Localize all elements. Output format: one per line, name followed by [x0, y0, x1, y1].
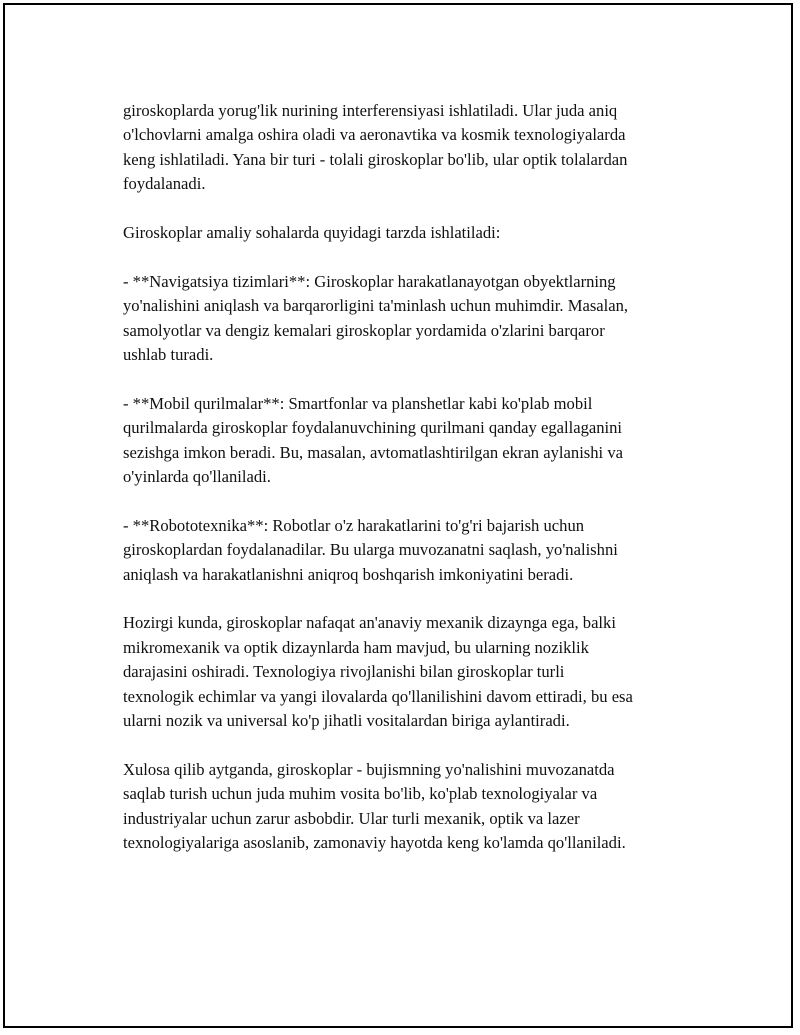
- paragraph-conclusion: [123, 758, 703, 856]
- text-line: mikromexanik va optik dizaynlarda ham mavjud, bu ularning noziklik: [123, 637, 589, 657]
- text-line: qurilmalarda giroskoplar foydalanuvchining qurilmani qanday egallaganini: [123, 418, 623, 438]
- text-line: o'lchovlarni amalga oshira oladi va aeronavtika va kosmik texnologiyalarda: [123, 125, 626, 145]
- page-frame: [3, 3, 793, 1028]
- text-line: sezishga imkon beradi. Bu, masalan, avtomatlashtirilgan ekran aylanishi va: [123, 442, 623, 462]
- paragraph-modern-designs: [123, 611, 703, 733]
- text-line: Hozirgi kunda, giroskoplar nafaqat an'anaviy mexanik dizaynga ega, balki: [123, 613, 616, 633]
- paragraph-mobile-devices: [123, 392, 703, 490]
- text-line: texnologik echimlar va yangi ilovalarda qo'llanilishini davom ettiradi, bu esa: [123, 686, 633, 706]
- text-line: yo'nalishini aniqlash va barqarorligini ta'minlash uchun muhimdir. Masalan,: [123, 296, 629, 316]
- text-line: texnologiyalariga asoslanib, zamonaviy hayotda keng ko'lamda qo'llaniladi.: [123, 833, 626, 853]
- text-line: giroskoplardan foydalanadilar. Bu ularga muvozanatni saqlash, yo'nalishni: [123, 540, 618, 560]
- text-line: - **Mobil qurilmalar**: Smartfonlar va planshetlar kabi ko'plab mobil: [123, 393, 593, 413]
- text-line: aniqlash va harakatlanishni aniqroq boshqarish imkoniyatini beradi.: [123, 564, 574, 584]
- paragraph-applications-heading: [123, 221, 703, 245]
- text-line: ularni nozik va universal ko'p jihatli vositalardan biriga aylantiradi.: [123, 711, 570, 731]
- paragraph-navigation: [123, 270, 703, 368]
- text-line: Giroskoplar amaliy sohalarda quyidagi tarzda ishlatiladi:: [123, 223, 501, 243]
- text-line: industriyalar uchun zarur asbobdir. Ular turli mexanik, optik va lazer: [123, 808, 580, 828]
- text-line: - **Robototexnika**: Robotlar o'z harakatlarini to'g'ri bajarish uchun: [123, 515, 585, 535]
- document-body: [123, 99, 703, 880]
- text-line: ushlab turadi.: [123, 345, 214, 365]
- text-line: giroskoplarda yorug'lik nurining interferensiyasi ishlatiladi. Ular juda aniq: [123, 101, 618, 120]
- text-line: samolyotlar va dengiz kemalari giroskoplar yordamida o'zlarini barqaror: [123, 320, 605, 340]
- paragraph-robotics: [123, 514, 703, 587]
- text-line: foydalanadi.: [123, 174, 206, 194]
- text-line: darajasini oshiradi. Texnologiya rivojlanishi bilan giroskoplar turli: [123, 662, 565, 682]
- text-line: - **Navigatsiya tizimlari**: Giroskoplar harakatlanayotgan obyektlarning: [123, 271, 616, 291]
- text-line: o'yinlarda qo'llaniladi.: [123, 467, 271, 487]
- paragraph-intro: [123, 99, 703, 197]
- text-line: Xulosa qilib aytganda, giroskoplar - bujismning yo'nalishini muvozanatda: [123, 759, 615, 779]
- text-line: keng ishlatiladi. Yana bir turi - tolali giroskoplar bo'lib, ular optik tolalardan: [123, 149, 628, 169]
- text-line: saqlab turish uchun juda muhim vosita bo'lib, ko'plab texnologiyalar va: [123, 784, 598, 804]
